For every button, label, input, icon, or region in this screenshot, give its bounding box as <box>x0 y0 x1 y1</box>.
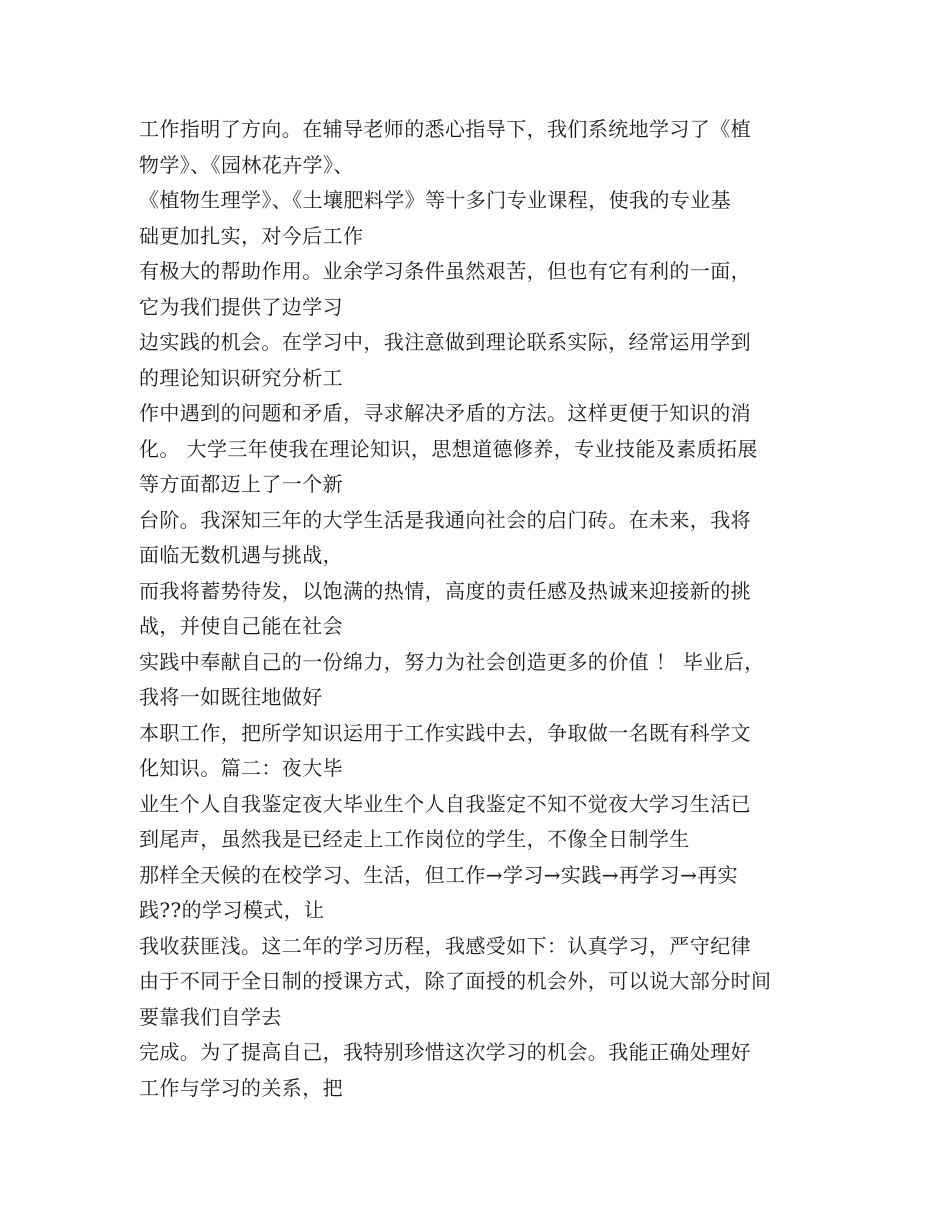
text-line: 《植物生理学》、《土壤肥料学》等十多门专业课程，使我的专业基 <box>139 188 731 212</box>
text-line: 完成。为了提高自己，我特别珍惜这次学习的机会。我能正确处理好 <box>139 1040 751 1064</box>
text-line: 边实践的机会。在学习中，我注意做到理论联系实际，经常运用学到 <box>139 330 751 354</box>
text-line: 化知识。篇二：夜大毕 <box>139 756 343 780</box>
text-line: 它为我们提供了边学习 <box>139 294 343 319</box>
text-line: 业生个人自我鉴定夜大毕业生个人自我鉴定不知不觉夜大学习生活已 <box>139 791 751 816</box>
text-line: 化。 大学三年使我在理论知识，思想道德修养，专业技能及素质拓展 <box>139 436 758 461</box>
text-line: 作中遇到的问题和矛盾，寻求解决矛盾的方法。这样更便于知识的消 <box>139 401 751 425</box>
text-line: 到尾声，虽然我是已经走上工作岗位的学生，不像全日制学生 <box>139 827 690 851</box>
text-line: 由于不同于全日制的授课方式，除了面授的机会外，可以说大部分时间 <box>139 969 772 993</box>
text-line: 践??的学习模式，让 <box>139 898 325 922</box>
text-line: 要靠我们自学去 <box>139 1004 282 1029</box>
text-line: 实践中奉献自己的一份绵力，努力为社会创造更多的价值 ！ 毕业后， <box>139 649 765 674</box>
text-line: 的理论知识研究分析工 <box>139 365 343 390</box>
document-body <box>139 112 839 1106</box>
text-line: 本职工作，把所学知识运用于工作实践中去，争取做一名既有科学文 <box>139 720 751 745</box>
text-line: 物学》、《园林花卉学》、 <box>139 152 354 177</box>
text-line: 工作与学习的关系，把 <box>139 1075 343 1100</box>
text-line: 我收获匪浅。这二年的学习历程，我感受如下：认真学习，严守纪律 <box>139 933 751 958</box>
text-line: 等方面都迈上了一个新 <box>139 472 343 496</box>
text-line: 战，并使自己能在社会 <box>139 614 343 638</box>
text-line: 台阶。我深知三年的大学生活是我通向社会的启门砖。在未来，我将 <box>139 507 751 532</box>
text-line: 而我将蓄势待发，以饱满的热情，高度的责任感及热诚来迎接新的挑 <box>139 578 751 603</box>
text-line: 面临无数机遇与挑战， <box>139 543 343 567</box>
text-line: 工作指明了方向。在辅导老师的悉心指导下，我们系统地学习了《植 <box>139 117 751 141</box>
text-line: 有极大的帮助作用。业余学习条件虽然艰苦，但也有它有利的一面， <box>139 259 751 283</box>
text-line: 础更加扎实，对今后工作 <box>139 223 364 248</box>
text-line: 我将一如既往地做好 <box>139 685 323 709</box>
text-line: 那样全天候的在校学习、生活，但工作→学习→实践→再学习→再实 <box>139 862 739 887</box>
